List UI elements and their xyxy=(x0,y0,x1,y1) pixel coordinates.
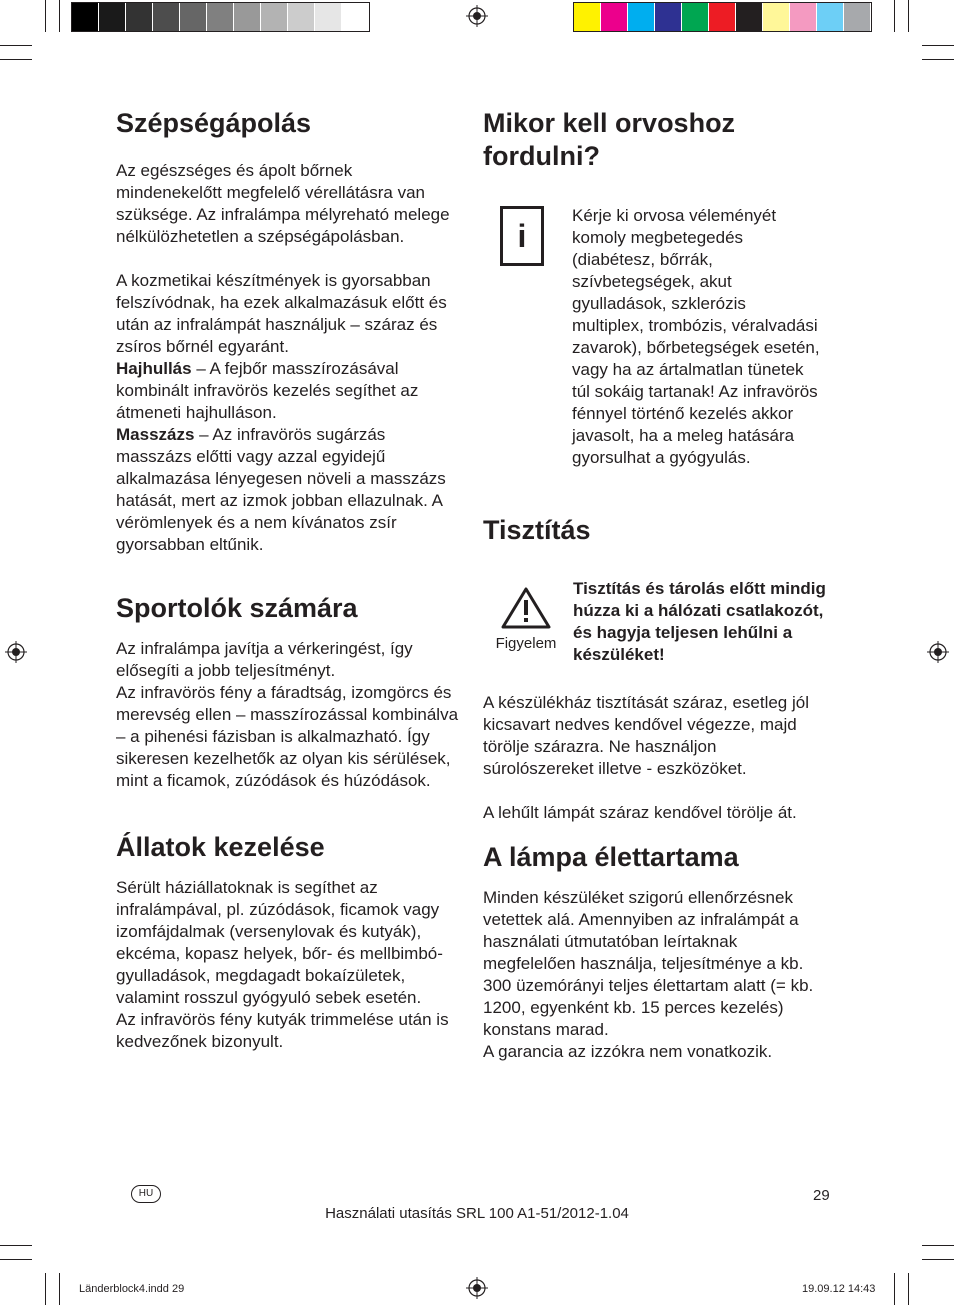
crop-mark xyxy=(0,1245,32,1246)
section-title: Állatok kezelése xyxy=(116,832,325,862)
color-swatch xyxy=(790,3,817,31)
paragraph: Az infravörös fény kutyák trimmelése után is kedvezőnek bizonyult. xyxy=(116,1010,449,1051)
warning-block xyxy=(486,586,566,653)
registration-mark-icon xyxy=(927,641,949,663)
registration-mark-icon xyxy=(466,5,488,27)
color-swatch xyxy=(682,3,709,31)
paragraph-masszazs xyxy=(116,424,461,556)
color-swatch xyxy=(844,3,871,31)
paragraph: A kozmetikai készítmények is gyorsabban felszívódnak, ha ezek alkalmazásuk előtt és után az infralámpát használjuk – száraz és zsíros bőrnél egyaránt. xyxy=(116,271,447,356)
cleaning-text xyxy=(483,692,828,824)
warning-text: Tisztítás és tárolás előtt mindig húzza ki a hálózati csatlakozót, és hagyja teljesen lehűlni a készüléket! xyxy=(573,579,826,664)
date-slug: 19.09.12 14:43 xyxy=(802,1283,876,1295)
section-title: Szépségápolás xyxy=(116,108,312,138)
crop-mark xyxy=(45,0,46,32)
file-slug: Länderblock4.indd 29 xyxy=(79,1283,185,1295)
color-swatch xyxy=(628,3,655,31)
warning-label: Figyelem xyxy=(495,635,557,652)
color-swatch xyxy=(655,3,682,31)
paragraph: A garancia az izzókra nem vonatkozik. xyxy=(483,1042,773,1061)
color-swatch xyxy=(315,3,342,31)
info-text-block xyxy=(572,205,822,469)
crop-mark xyxy=(922,1245,954,1246)
color-swatch xyxy=(601,3,628,31)
crop-mark xyxy=(908,0,909,32)
language-badge: HU xyxy=(131,1185,161,1203)
color-swatch xyxy=(736,3,763,31)
paragraph: Az infralámpa javítja a vérkeringést, így elősegíti a jobb teljesítményt. xyxy=(116,639,413,680)
section-orvos xyxy=(483,107,783,173)
paragraph: Kérje ki orvosa véleményét komoly megbetegedés (diabétesz, bőrrák, szívbetegségek, akut gyulladások, szklerózis multiplex, trombózis, véralvadási zavarok), bőrbetegségek esetén, vagy ha az ártalmatlan tünetek túl sokáig tartanak! Az infravörös fénnyel történő kezelés akkor javasolt, ha a meleg hatására gyorsulhat a gyógyulás. xyxy=(572,206,820,467)
color-swatch xyxy=(99,3,126,31)
info-icon: i xyxy=(500,206,544,266)
section-sportolok xyxy=(116,592,461,792)
manual-reference: Használati utasítás SRL 100 A1-51/2012-1.04 xyxy=(325,1205,629,1222)
color-swatch xyxy=(763,3,790,31)
color-swatch xyxy=(207,3,234,31)
term-text: – Az infravörös sugárzás masszázs előtti vagy azzal egyidejű alkalmazása lényegesen növeli a masszázs hatását, mert az izmok jobban ellazulnak. A vérömlenyek és a nem kívánatos zsír gyorsabban eltűnik. xyxy=(116,425,446,554)
paragraph: Az egészséges és ápolt bőrnek mindenekelőtt megfelelő vérellátásra van szüksége. Az infralámpa mélyreható melege nélkülözhetetlen a szépségápolásban. xyxy=(116,161,450,246)
paragraph: Sérült háziállatoknak is segíthet az infralámpával, pl. zúzódások, ficamok vagy izomfájdalmak (versenylovak és kutyák), ekcéma, kopasz helyek, bőr- és mellbimbó-gyulladások, megdagadt bokaízületek, valamint rosszul gyógyuló sebek esetén. xyxy=(116,878,443,1007)
section-allatok xyxy=(116,831,461,1053)
crop-mark xyxy=(0,45,32,46)
term-text: – A fejbőr masszírozásával kombinált infravörös kezelés segíthet az átmeneti hajhulláson. xyxy=(116,359,419,422)
paragraph: Minden készüléket szigorú ellenőrzésnek vetettek alá. Amennyiben az infralámpát a használati útmutatóban leírtaknak megfelelően használja, teljesítménye a kb. 300 üzemórányi teljes élettartam alatt (= kb. 1200, egyenként kb. 15 perces kezelés) konstans marad. xyxy=(483,888,814,1039)
color-swatch xyxy=(180,3,207,31)
crop-mark xyxy=(0,59,32,60)
color-bar xyxy=(573,2,872,32)
section-elettartam xyxy=(483,841,828,1063)
section-title: Tisztítás xyxy=(483,515,591,545)
grayscale-bar xyxy=(71,2,370,32)
crop-mark xyxy=(908,1273,909,1305)
section-title: A lámpa élettartama xyxy=(483,842,739,872)
color-swatch xyxy=(574,3,601,31)
crop-mark xyxy=(922,1259,954,1260)
paragraph: A lehűlt lámpát száraz kendővel törölje át. xyxy=(483,803,797,822)
crop-mark xyxy=(45,1273,46,1305)
crop-mark xyxy=(922,45,954,46)
paragraph: A készülékház tisztítását száraz, esetleg jól kicsavart nedves kendővel végezze, majd törölje szárazra. Ne használjon súrolószereket illetve - eszközöket. xyxy=(483,693,809,778)
section-title: Sportolók számára xyxy=(116,593,358,623)
color-swatch xyxy=(817,3,844,31)
section-title: Mikor kell orvoshoz fordulni? xyxy=(483,108,736,171)
crop-mark xyxy=(894,0,895,32)
paragraph: Az infravörös fény a fáradtság, izomgörcs és merevség ellen – masszírozással kombinálva – a pihenési fázisban is alkalmazható. Így sikeresen kezelhetők az olyan kis sérülések, mint a ficamok, zúzódások és húzódások. xyxy=(116,683,459,790)
color-swatch xyxy=(234,3,261,31)
registration-mark-icon xyxy=(5,641,27,663)
color-swatch xyxy=(709,3,736,31)
crop-mark xyxy=(59,0,60,32)
color-swatch xyxy=(288,3,315,31)
registration-mark-icon xyxy=(466,1277,488,1299)
paragraph-hajhullas xyxy=(116,358,461,424)
term-label: Hajhullás xyxy=(116,359,192,378)
color-swatch xyxy=(261,3,288,31)
crop-mark xyxy=(59,1273,60,1305)
color-swatch xyxy=(126,3,153,31)
color-swatch xyxy=(72,3,99,31)
color-swatch xyxy=(342,3,369,31)
section-szepsegapolas xyxy=(116,107,461,556)
page-number: 29 xyxy=(813,1187,830,1204)
color-swatch xyxy=(153,3,180,31)
crop-mark xyxy=(894,1273,895,1305)
section-tisztitas xyxy=(483,514,828,547)
warning-text-block xyxy=(573,578,828,666)
crop-mark xyxy=(922,59,954,60)
warning-triangle-icon xyxy=(500,586,552,630)
crop-mark xyxy=(0,1259,32,1260)
term-label: Masszázs xyxy=(116,425,195,444)
